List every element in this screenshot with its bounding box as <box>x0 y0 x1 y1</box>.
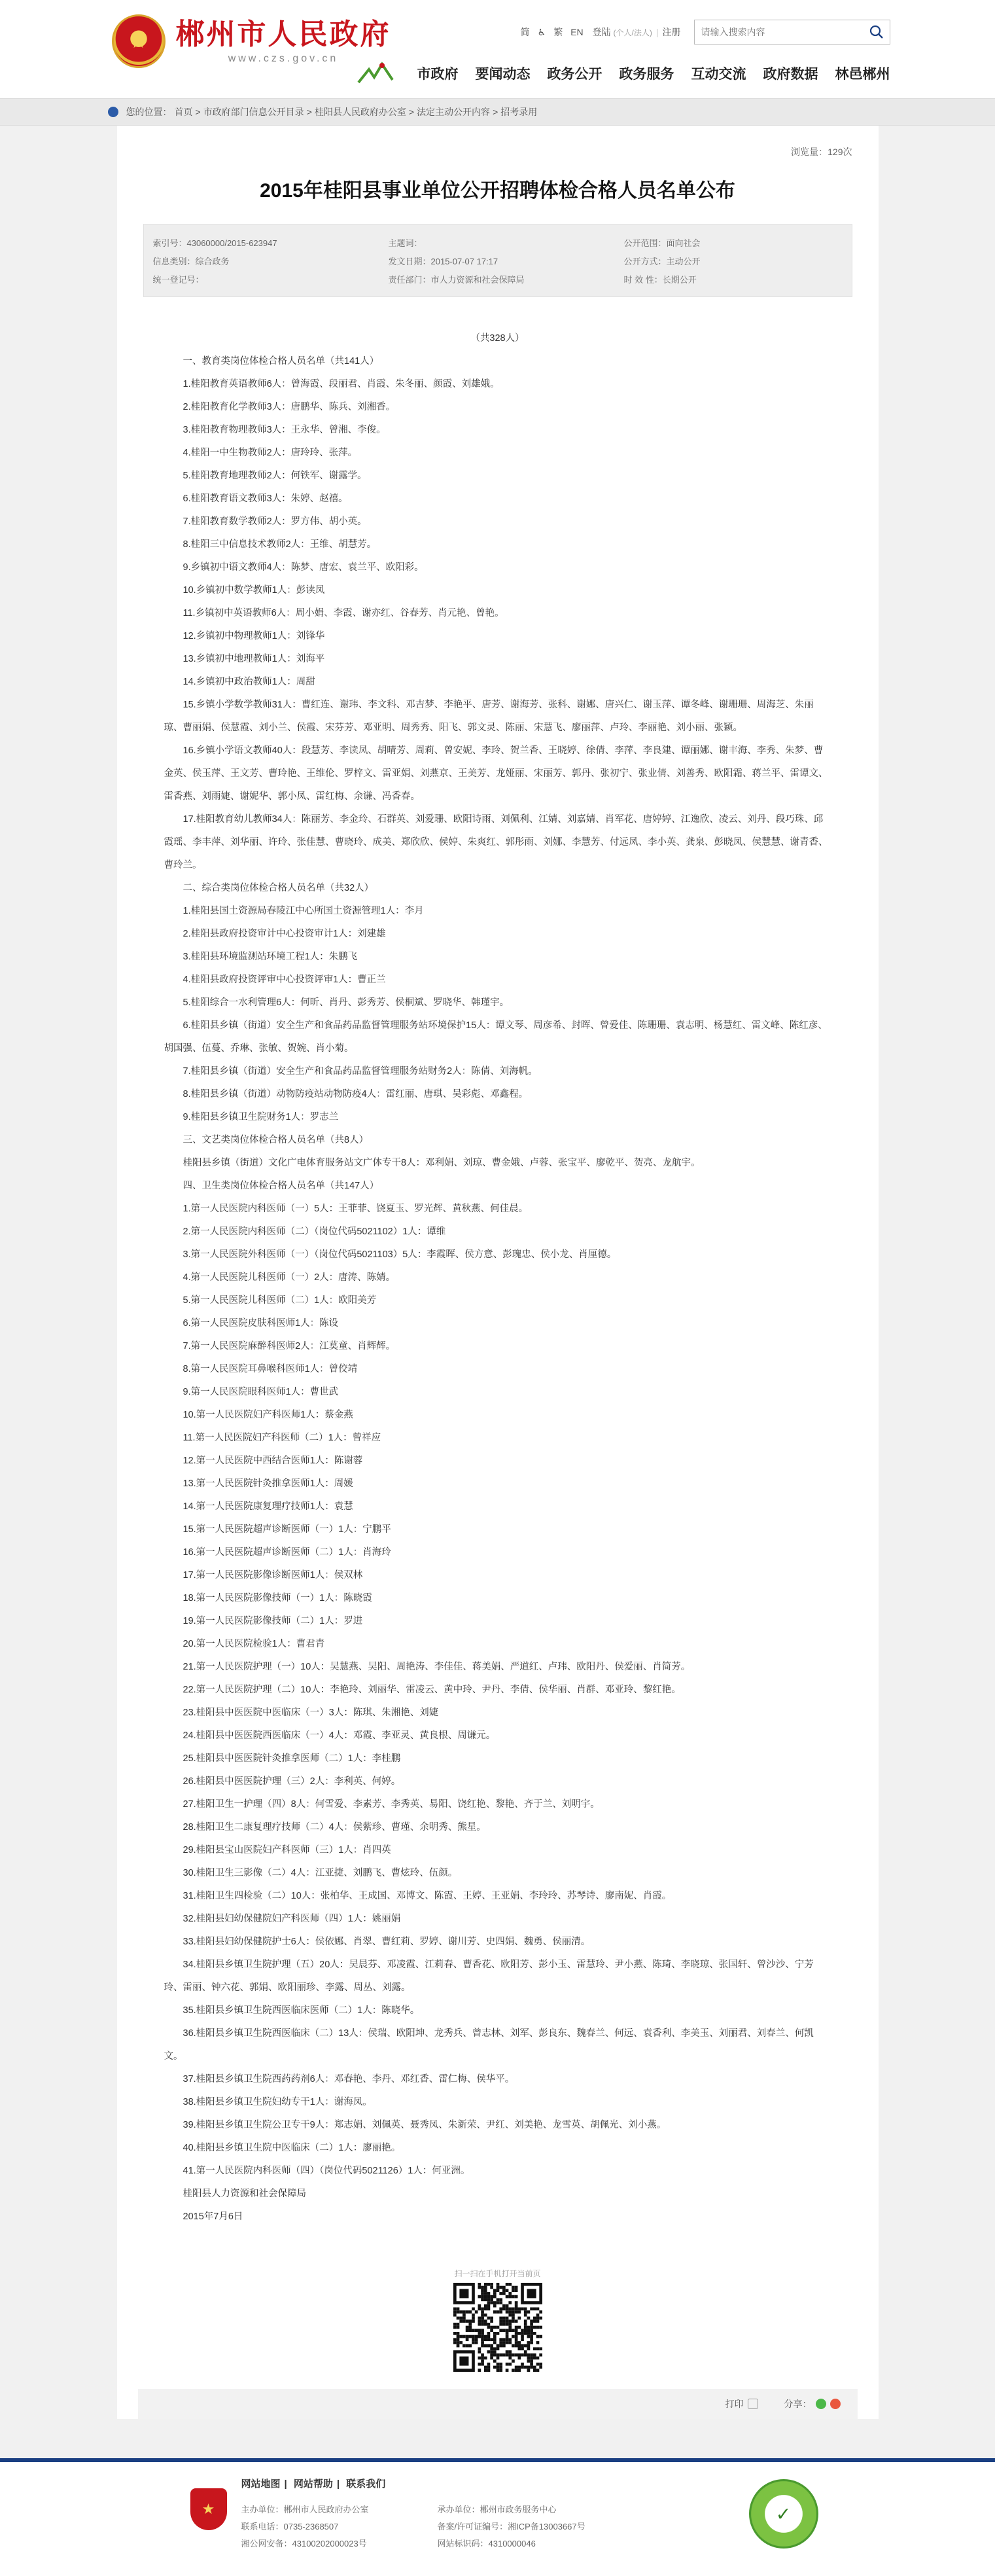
login-note: (个人/法人) <box>613 28 652 37</box>
qr-code-icon <box>453 2283 542 2372</box>
article-paragraph: （共328人） <box>470 333 525 344</box>
print-button[interactable]: 打印 <box>725 2397 758 2410</box>
article-paragraph: 38.桂阳县乡镇卫生院妇幼专干1人：谢海凤。 <box>183 2097 372 2107</box>
nav-linyi-chenzhou[interactable]: 林邑郴州 <box>835 67 890 82</box>
nav-city-government[interactable]: 市政府 <box>417 67 459 82</box>
article-paragraph: 30.桂阳卫生三影像（二）4人：江亚捷、刘鹏飞、曹炫玲、伍颜。 <box>183 1868 458 1878</box>
meta-field: 时 效 性：长期公开 <box>623 275 697 285</box>
article-paragraph: 8.第一人民医院耳鼻喉科医师1人：曾佼靖 <box>183 1364 358 1374</box>
article-paragraph: 14.乡镇初中政治教师1人：周甜 <box>183 677 315 687</box>
article-paragraph: 12.第一人民医院中西结合医师1人：陈谢蓉 <box>183 1456 363 1466</box>
party-government-badge-icon[interactable]: ★ <box>190 2488 227 2530</box>
article-paragraph: 31.桂阳卫生四检验（二）10人：张柏华、王成国、邓博文、陈霞、王婷、王亚娟、李玲玲、苏琴诗、廖南妮、肖霞。 <box>183 1891 672 1901</box>
article-paragraph: 13.第一人民医院针灸推拿医师1人：周媛 <box>183 1478 353 1489</box>
search-button[interactable] <box>864 20 890 44</box>
share-label: 分享： <box>784 2399 812 2409</box>
meta-field: 索引号：43060000/2015-623947 <box>152 238 277 248</box>
article-paragraph: 22.第一人民医院护理（二）10人：李艳玲、刘丽华、雷凌云、黄中玲、尹丹、李倩、侯华丽、肖群、邓亚玲、黎红艳。 <box>183 1685 681 1695</box>
search-icon <box>869 25 884 39</box>
article-paragraph: 一、教育类岗位体检合格人员名单（共141人） <box>183 356 379 367</box>
article-paragraph: 2015年7月6日 <box>183 2211 243 2222</box>
breadcrumb-separator: > <box>493 107 498 117</box>
footer-phone: 联系电话：0735-2368507 <box>241 2522 339 2531</box>
article-paragraph: 13.乡镇初中地理教师1人：刘海平 <box>183 654 325 664</box>
article-paragraph: 6.桂阳县乡镇（街道）安全生产和食品药品监督管理服务站环境保护15人：谭文琴、周彦希、封晖、曾爱佳、陈珊珊、袁志明、杨慧红、雷文峰、陈红彦、胡国强、伍蔓、乔琳、张敏、贺婉、肖小菊。 <box>164 1020 828 1054</box>
article-paragraph: 36.桂阳县乡镇卫生院西医临床（二）13人：侯瑞、欧阳坤、龙秀兵、曾志林、刘军、彭良东、魏春兰、何远、袁香利、李美玉、刘丽君、刘春兰、何凯文。 <box>164 2028 814 2062</box>
article-paragraph: 16.乡镇小学语文教师40人：段慧芳、李读凤、胡晴芳、周莉、曾安妮、李玲、贺兰香、王晓婷、徐倩、李萍、李良建、谭丽娜、谢丰海、李秀、朱梦、曹金英、侯玉萍、王文芳、曹玲艳、王维伦、罗梓文、雷亚娟、刘燕京、王美芳、龙娅丽、宋丽芳、郭丹、张初宁、张业倩、刘善秀、欧阳霜、蒋兰平、雷谭文、雷香燕、刘雨婕、谢妮华、郭小凤、雷红梅、余谦、冯香春。 <box>164 745 828 802</box>
footer-sponsor: 主办单位：郴州市人民政府办公室 <box>241 2505 369 2514</box>
article-paragraph: 29.桂阳县宝山医院妇产科医师（三）1人：肖四英 <box>183 1845 391 1855</box>
government-site-award-icon[interactable]: ✓ <box>749 2479 818 2549</box>
article-paragraph: 26.桂阳县中医医院护理（三）2人：李利英、何婷。 <box>183 1776 401 1787</box>
site-footer <box>0 2458 995 2576</box>
article-title: 2015年桂阳县事业单位公开招聘体检合格人员名单公布 <box>260 180 735 202</box>
article-paragraph: 19.第一人民医院影像技师（二）1人：罗进 <box>183 1616 363 1626</box>
article-paragraph: 2.桂阳教育化学教师3人：唐鹏华、陈兵、刘湘香。 <box>183 402 396 412</box>
accessibility-icon[interactable]: ♿ <box>537 26 546 37</box>
article-paragraph: 17.第一人民医院影像诊断医师1人：侯双林 <box>183 1570 363 1581</box>
brand-spark-icon <box>356 60 395 86</box>
print-icon <box>748 2399 758 2409</box>
article-paragraph: 27.桂阳卫生一护理（四）8人：何雪爱、李素芳、李秀英、易阳、饶红艳、黎艳、齐于兰、刘明宇。 <box>183 1799 600 1810</box>
nav-news[interactable]: 要闻动态 <box>475 67 531 82</box>
article-paragraph: 25.桂阳县中医医院针灸推拿医师（二）1人：李桂鹏 <box>183 1753 401 1764</box>
breadcrumb-label: 您的位置： <box>126 107 172 117</box>
article-paragraph: 21.第一人民医院护理（一）10人：吴慧燕、吴阳、周艳涛、李佳佳、蒋美娟、严道红、卢玮、欧阳丹、侯爱丽、肖简芳。 <box>183 1662 691 1672</box>
breadcrumb-recruitment[interactable]: 招考录用 <box>500 107 538 117</box>
meta-field: 发文日期：2015-07-07 17:17 <box>388 257 498 266</box>
article-paragraph: 桂阳县人力资源和社会保障局 <box>183 2189 306 2199</box>
qr-label: 扫一扫在手机打开当前页 <box>454 2269 541 2278</box>
footer-links: 网站地图 | 网站帮助 | 联系我们 <box>241 2478 386 2490</box>
article-container <box>117 126 879 2419</box>
breadcrumb <box>0 98 995 126</box>
article-paragraph: 1.桂阳教育英语教师6人：曾海霞、段丽君、肖霞、朱冬丽、颜霞、刘雄娥。 <box>183 379 500 389</box>
footer-host-info <box>438 2501 585 2552</box>
article-paragraph: 5.桂阳综合一水利管理6人：何昕、肖丹、彭秀芳、侯桐斌、罗晓华、韩瑾宇。 <box>183 997 510 1008</box>
search-box <box>694 20 890 45</box>
login-link[interactable]: 登陆 (个人/法人) <box>592 27 652 37</box>
article-paragraph: 34.桂阳县乡镇卫生院护理（五）20人：吴晨芬、邓凌霞、江莉春、曹香花、欧阳芳、彭小玉、雷慧玲、尹小燕、陈琦、李晓琼、张国轩、曾沙沙、宁芳玲、雷丽、钟六花、郭娟、欧阳丽珍、李露、周丛、刘露。 <box>164 1959 814 1993</box>
footer-host: 承办单位：郴州市政务服务中心 <box>437 2505 557 2514</box>
header-tools <box>517 20 890 45</box>
article-paragraph: 6.桂阳教育语文教师3人：朱婷、赵禧。 <box>183 493 348 504</box>
article-paragraph: 2.第一人民医院内科医师（二）（岗位代码5021102）1人：谭维 <box>183 1226 446 1237</box>
breadcrumb-home[interactable]: 首页 <box>174 107 193 117</box>
footer-sitemap-link[interactable]: 网站地图 <box>241 2478 281 2490</box>
footer-sponsor-info <box>241 2501 369 2552</box>
nav-interaction[interactable]: 互动交流 <box>691 67 746 82</box>
article-paragraph: 12.乡镇初中物理教师1人：刘锋华 <box>183 631 325 641</box>
meta-field: 责任部门：市人力资源和社会保障局 <box>388 275 525 285</box>
article-paragraph: 3.桂阳教育物理教师3人：王永华、曾湘、李俊。 <box>183 425 386 435</box>
article-paragraph: 28.桂阳卫生二康复理疗技师（二）4人：侯紫珍、曹瑾、余明秀、熊星。 <box>183 1822 486 1833</box>
article-paragraph: 4.第一人民医院儿科医师（一）2人：唐涛、陈婧。 <box>183 1272 396 1283</box>
search-input[interactable] <box>695 21 864 43</box>
article-paragraph: 7.桂阳教育数学教师2人：罗方伟、胡小英。 <box>183 516 367 527</box>
article-paragraph: 35.桂阳县乡镇卫生院西医临床医师（二）1人：陈晓华。 <box>183 2005 420 2016</box>
breadcrumb-separator: > <box>408 107 415 117</box>
nav-government-services[interactable]: 政务服务 <box>619 67 674 82</box>
article-paragraph: 17.桂阳教育幼儿教师34人：陈丽芳、李金玲、石群英、刘爱珊、欧阳诗雨、刘佩利、江婧、刘嘉婧、肖军花、唐婷婷、江逸欣、凌云、刘丹、段巧珠、邱霞瑶、李丰萍、刘华丽、许玲、张佳慧、曹晓玲、成美、郑欣欣、侯婷、朱爽红、郭彤雨、刘娜、李慧芳、付远凤、李小英、龚泉、彭晓凤、侯慧慧、谢青香、曹玲兰。 <box>164 814 828 870</box>
meta-field: 主题词： <box>388 238 423 248</box>
site-header <box>0 0 995 98</box>
footer-icp: 备案/许可证编号：湘ICP备13003667号 <box>437 2522 585 2531</box>
weibo-share-icon[interactable] <box>830 2399 841 2409</box>
traditional-chinese-link[interactable]: 繁 <box>553 27 563 37</box>
breadcrumb-separator: > <box>195 107 201 117</box>
article-paragraph: 桂阳县乡镇（街道）文化广电体育服务站文广体专干8人：邓利娟、刘琼、曹金娥、卢蓉、张宝平、廖乾平、贺亮、龙航宇。 <box>183 1158 701 1168</box>
simplified-chinese-link[interactable]: 简 <box>520 27 530 37</box>
article-paragraph: 24.桂阳县中医医院西医临床（一）4人：邓霞、李亚灵、黄良根、周谦元。 <box>183 1730 496 1741</box>
nav-government-data[interactable]: 政府数据 <box>763 67 818 82</box>
article-paragraph: 3.第一人民医院外科医师（一）（岗位代码5021103）5人：李霞晖、侯方意、彭瑰忠、侯小龙、肖厘德。 <box>183 1249 617 1260</box>
article-paragraph: 18.第一人民医院影像技师（一）1人：陈晓霞 <box>183 1593 372 1603</box>
article-paragraph: 四、卫生类岗位体检合格人员名单（共147人） <box>183 1181 379 1191</box>
article-paragraph: 4.桂阳县政府投资评审中心投资评审1人：曹正兰 <box>183 975 386 985</box>
article-paragraph: 14.第一人民医院康复理疗技师1人：袁慧 <box>183 1501 353 1512</box>
article-paragraph: 5.桂阳教育地理教师2人：何铁军、谢露学。 <box>183 471 367 481</box>
article-paragraph: 20.第一人民医院检验1人：曹君青 <box>183 1639 325 1649</box>
article-paragraph: 1.第一人民医院内科医师（一）5人：王菲菲、饶夏玉、罗光辉、黄秋燕、何佳晨。 <box>183 1204 529 1214</box>
breadcrumb-statutory[interactable]: 法定主动公开内容 <box>417 107 491 117</box>
article-paragraph: 8.桂阳三中信息技术教师2人：王维、胡慧芳。 <box>183 539 377 550</box>
article-paragraph: 11.乡镇初中英语教师6人：周小娟、李霞、谢亦红、谷春芳、肖元艳、曾艳。 <box>183 608 504 618</box>
article-paragraph: 8.桂阳县乡镇（街道）动物防疫站动物防疫4人：雷红丽、唐琪、吴彩彪、邓鑫程。 <box>183 1089 529 1100</box>
qr-section <box>143 2268 852 2372</box>
article-meta <box>143 224 852 297</box>
article-paragraph: 10.乡镇初中数学教师1人：彭读凤 <box>183 585 325 596</box>
footer-site-id: 网站标识码：4310000046 <box>437 2539 536 2549</box>
divider: | <box>655 27 659 37</box>
footer-security-record: 湘公网安备：43100202000023号 <box>241 2539 367 2549</box>
meta-field: 公开范围：面向社会 <box>623 238 701 248</box>
article-paragraph: 9.第一人民医院眼科医师1人：曹世武 <box>183 1387 339 1397</box>
article-paragraph: 32.桂阳县妇幼保健院妇产科医师（四）1人：姚丽娟 <box>183 1914 401 1924</box>
article-paragraph: 二、综合类岗位体检合格人员名单（共32人） <box>183 883 374 893</box>
article-paragraph: 39.桂阳县乡镇卫生院公卫专干9人：郑志娟、刘佩英、聂秀凤、朱新荣、尹红、刘美艳、龙雪英、胡佩光、刘小燕。 <box>183 2120 667 2130</box>
location-pin-icon <box>108 107 118 117</box>
site-url: www.czs.gov.cn <box>228 53 339 64</box>
article-paragraph: 6.第一人民医院皮肤科医师1人：陈设 <box>183 1318 339 1329</box>
site-title: 郴州市人民政府 <box>175 18 391 50</box>
share-bar <box>138 2389 858 2419</box>
article-paragraph: 33.桂阳县妇幼保健院护士6人：侯依娜、肖翠、曹红莉、罗婷、谢川芳、史四娟、魏勇、侯丽清。 <box>183 1937 591 1947</box>
register-link[interactable]: 注册 <box>662 27 681 37</box>
main-nav <box>356 60 890 86</box>
meta-field: 统一登记号： <box>152 275 204 285</box>
english-link[interactable]: EN <box>570 27 584 37</box>
article-paragraph: 15.乡镇小学数学教师31人：曹红连、谢玮、李文科、邓吉梦、李艳平、唐芳、谢海芳、张科、谢娜、唐兴仁、谢玉萍、谭冬峰、谢珊珊、周海芝、朱丽琼、曹丽娟、侯慧霞、刘小兰、侯霞、宋芬芳、邓亚明、周秀秀、阳飞、郭文灵、陈丽、宋慧飞、廖丽萍、卢玲、李丽艳、刘小丽、张颖。 <box>164 700 814 733</box>
article-paragraph: 40.桂阳县乡镇卫生院中医临床（二）1人：廖丽艳。 <box>183 2143 401 2153</box>
nav-government-affairs-open[interactable]: 政务公开 <box>547 67 602 82</box>
article-paragraph: 5.第一人民医院儿科医师（二）1人：欧阳美芳 <box>183 1295 377 1306</box>
article-paragraph: 23.桂阳县中医医院中医临床（一）3人：陈琪、朱湘艳、刘婕 <box>183 1708 439 1718</box>
meta-field: 公开方式：主动公开 <box>623 257 701 266</box>
article-body <box>143 327 852 2228</box>
article-paragraph: 2.桂阳县政府投资审计中心投资审计1人：刘建雄 <box>183 929 386 939</box>
national-emblem-icon: ★ <box>112 14 166 68</box>
article-paragraph: 37.桂阳县乡镇卫生院西药药剂6人：邓春艳、李丹、邓红香、雷仁梅、侯华平。 <box>183 2074 515 2084</box>
article-paragraph: 11.第一人民医院妇产科医师（二）1人：曾祥应 <box>183 1433 381 1443</box>
article-paragraph: 16.第一人民医院超声诊断医师（二）1人：肖海玲 <box>183 1547 391 1558</box>
article-paragraph: 7.第一人民医院麻醉科医师2人：江莫童、肖辉辉。 <box>183 1341 396 1351</box>
footer-help-link[interactable]: 网站帮助 <box>293 2478 333 2490</box>
wechat-share-icon[interactable] <box>816 2399 826 2409</box>
breadcrumb-separator: > <box>306 107 312 117</box>
breadcrumb-directory[interactable]: 市政府部门信息公开目录 <box>203 107 304 117</box>
article-paragraph: 10.第一人民医院妇产科医师1人：蔡金燕 <box>183 1410 353 1420</box>
article-paragraph: 41.第一人民医院内科医师（四）（岗位代码5021126）1人：何亚洲。 <box>183 2166 470 2176</box>
article-paragraph: 3.桂阳县环境监测站环境工程1人：朱鹏飞 <box>183 952 358 962</box>
footer-contact-link[interactable]: 联系我们 <box>346 2478 386 2490</box>
site-logo[interactable] <box>112 14 391 68</box>
meta-field: 信息类别：综合政务 <box>152 257 230 266</box>
article-paragraph: 15.第一人民医院超声诊断医师（一）1人：宁鹏平 <box>183 1524 391 1535</box>
article-paragraph: 9.乡镇初中语文教师4人：陈梦、唐宏、袁兰平、欧阳彩。 <box>183 562 424 573</box>
article-paragraph: 三、文艺类岗位体检合格人员名单（共8人） <box>183 1135 369 1145</box>
breadcrumb-office[interactable]: 桂阳县人民政府办公室 <box>314 107 406 117</box>
article-paragraph: 7.桂阳县乡镇（街道）安全生产和食品药品监督管理服务站财务2人：陈倩、刘海帆。 <box>183 1066 538 1077</box>
article-paragraph: 1.桂阳县国土资源局春陵江中心所国土资源管理1人：李月 <box>183 906 424 916</box>
view-count: 浏览量：129次 <box>791 147 852 157</box>
article-paragraph: 9.桂阳县乡镇卫生院财务1人：罗志兰 <box>183 1112 339 1122</box>
article-paragraph: 4.桂阳一中生物教师2人：唐玲玲、张萍。 <box>183 448 358 458</box>
